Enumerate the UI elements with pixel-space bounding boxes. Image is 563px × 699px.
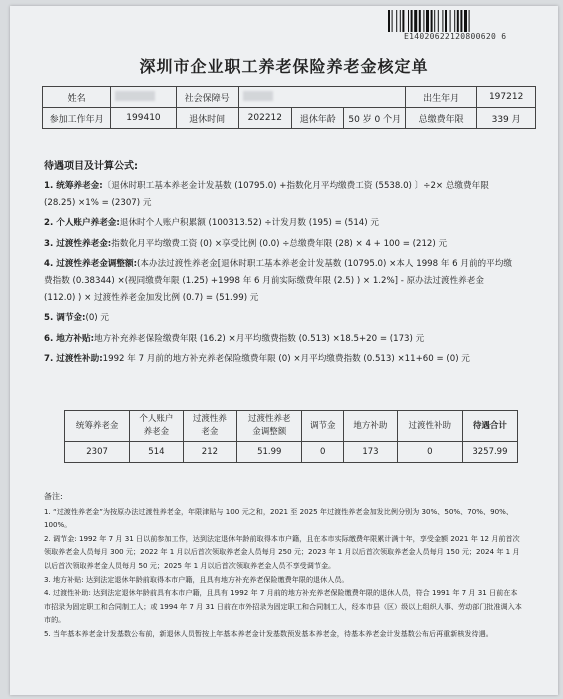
item-text: 1992 年 7 月前的地方补充养老保险缴费年限 (0) ×月平均缴费指数 (0.513) ×11+60 = (0) 元 xyxy=(102,354,470,365)
summary-value-total: 3257.99 xyxy=(462,442,517,463)
item-text: 地方补充养老保险缴费年限 (16.2) ×月平均缴费指数 (0.513) ×18.5+20 = (173) 元 xyxy=(94,333,425,344)
item-4 xyxy=(44,256,514,306)
note-2: 2. 调节金: 1992 年 7 月 31 日以前参加工作，达到法定退休年龄前取得本市户籍，且在本市实际缴费年限累计满十年，享受金额 2021 年 12 月前首次领取养老金人员每月 300 元；2022 年 1 月以后首次领取养老金人员每月 250 元；2023 年 1 月以后首次领取养老金人员每月 150 元；2024 年 1 月以后首次领取养老金人员每月 50 元；2025 年 1 月以后首次领取养老金人员不享受调节金。 xyxy=(44,533,520,570)
summary-value: 173 xyxy=(344,442,398,463)
item-text: 〔退休时职工基本养老金计发基数 (10795.0) +指数化月平均缴费工资 (5538.0) 〕÷2× 总缴费年限 (28.25) ×1% = (2307) 元 xyxy=(44,181,489,208)
item-text: 退休时个人账户积累额 (100313.52) ÷计发月数 (195) = (514) 元 xyxy=(119,218,379,229)
retire-age-value: 50 岁 0 个月 xyxy=(344,108,406,129)
item-7 xyxy=(44,351,514,368)
name-label: 姓名 xyxy=(43,87,111,108)
total-years-value: 339 月 xyxy=(477,108,536,129)
item-label: 2. 个人账户养老金: xyxy=(44,218,120,229)
item-text: 指数化月平均缴费工资 (0) ×享受比例 (0.0) ÷总缴费年限 (28) × 4 + 100 = (212) 元 xyxy=(111,238,448,249)
summary-value: 51.99 xyxy=(237,442,302,463)
total-years-label: 总缴费年限 xyxy=(406,108,477,129)
notes-title: 备注: xyxy=(44,492,63,501)
personal-info-table xyxy=(42,86,536,129)
item-1 xyxy=(44,178,514,211)
item-label: 4. 过渡性养老金调整额: xyxy=(44,259,138,270)
item-label: 1. 统筹养老金: xyxy=(44,181,103,191)
document-title: 深圳市企业职工养老保险养老金核定单 xyxy=(139,57,429,76)
name-value-redacted xyxy=(111,87,177,108)
item-label: 6. 地方补贴: xyxy=(44,333,95,344)
notes xyxy=(44,490,522,641)
section-title: 待遇项目及计算公式: xyxy=(44,161,138,172)
summary-header: 统筹养老金 xyxy=(65,411,130,442)
summary-header: 过渡性养老 金调整额 xyxy=(237,411,302,442)
work-start-value: 199410 xyxy=(111,108,177,129)
summary-header: 地方补助 xyxy=(344,411,398,442)
summary-value: 514 xyxy=(130,442,184,463)
summary-value: 0 xyxy=(397,442,462,463)
summary-value: 0 xyxy=(302,442,344,463)
pension-approval-sheet xyxy=(10,6,558,695)
birth-value: 197212 xyxy=(477,87,536,108)
retire-age-label: 退休年龄 xyxy=(292,108,344,129)
item-label: 7. 过渡性补助: xyxy=(44,354,103,365)
summary-header: 调节金 xyxy=(302,411,344,442)
barcode xyxy=(388,10,538,32)
item-label: 3. 过渡性养老金: xyxy=(44,238,112,249)
summary-header: 过渡性补助 xyxy=(397,411,462,442)
summary-value: 212 xyxy=(183,442,237,463)
item-text: (本办法过渡性养老金[退休时职工基本养老金计发基数 (10795.0) ×本人 1998 年 6 月前的平均缴费指数 (0.38344) ×(视同缴费年限 (1.25) +1998 年 6 月前实际缴费年限 (2.5) ) × 1.2%] - 原办法过渡性养老金 (112.0) ) × 过渡性养老金加发比例 (0.7) = (51.99) 元 xyxy=(44,259,512,303)
birth-label: 出生年月 xyxy=(406,87,477,108)
note-4: 4. 过渡性补助: 达到法定退休年龄前具有本市户籍，且具有 1992 年 7 月前的地方补充养老保险缴费年限的退休人员，符合 1991 年 7 月 31 日前在本市招录为固定职工和合同制工人；或 1994 年 7 月 31 日前在市外招录为固定职工和合同制工人，经本市县（区）级以上组织人事、劳动部门批准调入本市的。 xyxy=(44,588,522,625)
ss-number-value-redacted xyxy=(238,87,406,108)
item-6 xyxy=(44,331,514,348)
summary-header: 个人账户 养老金 xyxy=(130,411,184,442)
summary-header-total: 待遇合计 xyxy=(462,411,517,442)
note-1: 1. “过渡性养老金”为按原办法过渡性养老金，年限津贴与 100 元之和，2021 至 2025 年过渡性养老金加发比例分别为 30%、50%、70%、90%、100%。 xyxy=(44,506,513,530)
item-3 xyxy=(44,236,514,253)
summary-header: 过渡性养 老金 xyxy=(183,411,237,442)
work-start-label: 参加工作年月 xyxy=(43,108,111,129)
item-label: 5. 调节金: xyxy=(44,313,86,324)
item-5 xyxy=(44,310,514,327)
barcode-number: E14020622120800620 6 xyxy=(404,32,507,41)
calculation-items xyxy=(44,178,514,372)
benefit-summary-table xyxy=(64,410,518,463)
note-5: 5. 当年基本养老金计发基数公布前，新退休人员暂按上年基本养老金计发基数预发基本养老金，待基本养老金计发基数公布后再重新核发待遇。 xyxy=(44,628,493,638)
retire-time-value: 202212 xyxy=(238,108,292,129)
retire-time-label: 退休时间 xyxy=(176,108,238,129)
note-3: 3. 地方补贴: 达到法定退休年龄前取得本市户籍，且具有地方补充养老保险缴费年限的退休人员。 xyxy=(44,574,349,584)
item-text: (0) 元 xyxy=(85,313,109,324)
ss-number-label: 社会保障号 xyxy=(176,87,238,108)
item-2 xyxy=(44,215,514,232)
summary-value: 2307 xyxy=(65,442,130,463)
